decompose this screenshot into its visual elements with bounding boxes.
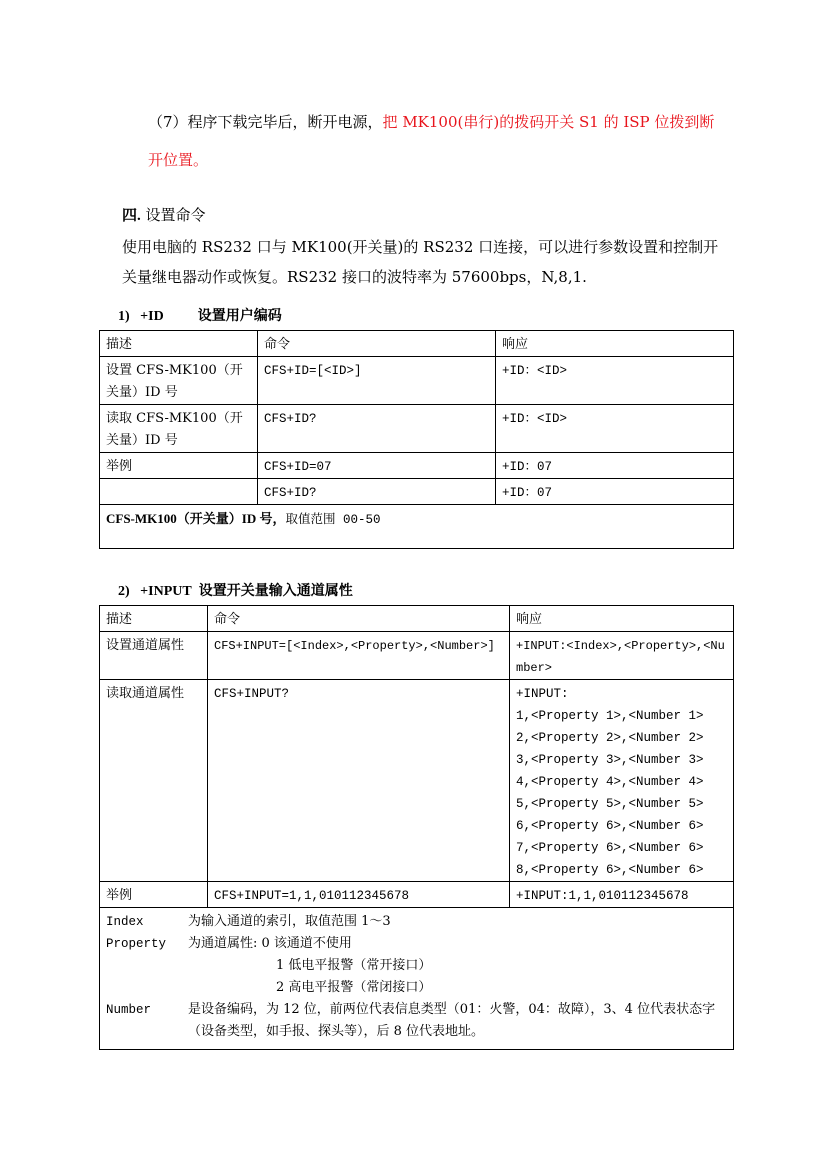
resp-line: 5,<Property 5>,<Number 5> [516,797,704,811]
table-note-row [100,505,734,549]
section-title-text: 设置命令 [145,206,206,224]
row-resp: +INPUT:1,1,010112345678 [510,882,734,908]
table-row [100,479,734,505]
note-index-val: 为输入通道的索引，取值范围 1～3 [188,914,391,929]
row-desc: 设置通道属性 [100,632,208,680]
cmd1-note-range: 取值范围 00-50 [285,513,381,527]
cmd2-notes [100,908,734,1050]
row-cmd: CFS+ID? [258,479,496,505]
row-cmd: CFS+ID=07 [258,453,496,479]
cmd2-number: 2) [118,584,130,599]
row-desc [100,479,258,505]
step-7-text: （7）程序下载完毕后，断开电源， [148,113,383,131]
row-cmd: CFS+ID=[<ID>] [258,357,496,405]
table-note-row [100,908,734,1050]
note-property-key: Property [106,937,167,951]
step-7-red-text: 把 MK100(串行)的拨码开关 S1 的 ISP 位拨到断开位置。 [148,113,715,169]
cmd1-name: +ID [140,309,164,324]
note-property [106,933,727,955]
header-cmd: 命令 [258,331,496,357]
row-resp: +ID：07 [496,479,734,505]
row-resp-lines [510,680,734,882]
cmd1-note-bold: CFS-MK100（开关量）ID 号， [106,511,286,526]
note-index [106,911,727,933]
note-property-val: 为通道属性: 0 该通道不使用 [188,936,352,951]
note-property-1: 1 低电平报警（常开接口） [276,958,432,973]
row-resp: +ID：07 [496,453,734,479]
cmd2-name: +INPUT [140,584,192,599]
row-desc: 设置 CFS-MK100（开关量）ID 号 [100,357,258,405]
resp-line: +INPUT: [516,687,569,701]
resp-line: 6,<Property 6>,<Number 6> [516,819,704,833]
row-desc: 举例 [100,453,258,479]
row-desc: 读取 CFS-MK100（开关量）ID 号 [100,405,258,453]
note-property-2: 2 高电平报警（常闭接口） [276,980,432,995]
resp-line: 7,<Property 6>,<Number 6> [516,841,704,855]
resp-line: 2,<Property 2>,<Number 2> [516,731,704,745]
header-cmd: 命令 [208,606,510,632]
table-header-row [100,606,734,632]
row-cmd: CFS+INPUT? [208,680,510,882]
note-index-key: Index [106,915,144,929]
cmd1-table [99,330,734,549]
table-header-row [100,331,734,357]
resp-line: 4,<Property 4>,<Number 4> [516,775,704,789]
note-number-key: Number [106,1003,152,1017]
row-cmd: CFS+INPUT=[<Index>,<Property>,<Number>] [208,632,510,680]
table-row [100,680,734,882]
resp-line: 3,<Property 3>,<Number 3> [516,753,704,767]
table-row [100,357,734,405]
step-7-paragraph [148,103,728,179]
cmd1-note [100,505,734,549]
row-resp: +ID：<ID> [496,357,734,405]
header-desc: 描述 [100,331,258,357]
section-intro: 使用电脑的 RS232 口与 MK100(开关量)的 RS232 口连接，可以进行参数设置和控制开关量继电器动作或恢复。RS232 接口的波特率为 57600bps，N,8,1. [122,238,719,286]
note-number-val: 是设备编码，为 12 位，前两位代表信息类型（01：火警，04：故障），3、4 位代表状态字（设备类型，如手报、探头等），后 8 位代表地址。 [188,1002,716,1039]
table-row [100,632,734,680]
header-desc: 描述 [100,606,208,632]
row-desc: 举例 [100,882,208,908]
cmd1-desc: 设置用户编码 [197,309,282,324]
resp-line: 8,<Property 6>,<Number 6> [516,863,704,877]
table-row [100,882,734,908]
row-resp: +ID：<ID> [496,405,734,453]
note-number [106,999,727,1043]
section-number: 四. [122,208,141,224]
cmd2-desc: 设置开关量输入通道属性 [198,584,353,599]
header-resp: 响应 [496,331,734,357]
cmd2-heading [118,580,353,600]
table-row [100,453,734,479]
section-title [122,204,206,225]
row-desc: 读取通道属性 [100,680,208,882]
resp-line: 1,<Property 1>,<Number 1> [516,709,704,723]
cmd2-table [99,605,734,1050]
cmd1-number: 1) [118,309,130,324]
table-row [100,405,734,453]
header-resp: 响应 [510,606,734,632]
row-resp: +INPUT:<Index>,<Property>,<Number> [510,632,734,680]
cmd1-heading [118,305,282,325]
row-cmd: CFS+ID? [258,405,496,453]
row-cmd: CFS+INPUT=1,1,010112345678 [208,882,510,908]
